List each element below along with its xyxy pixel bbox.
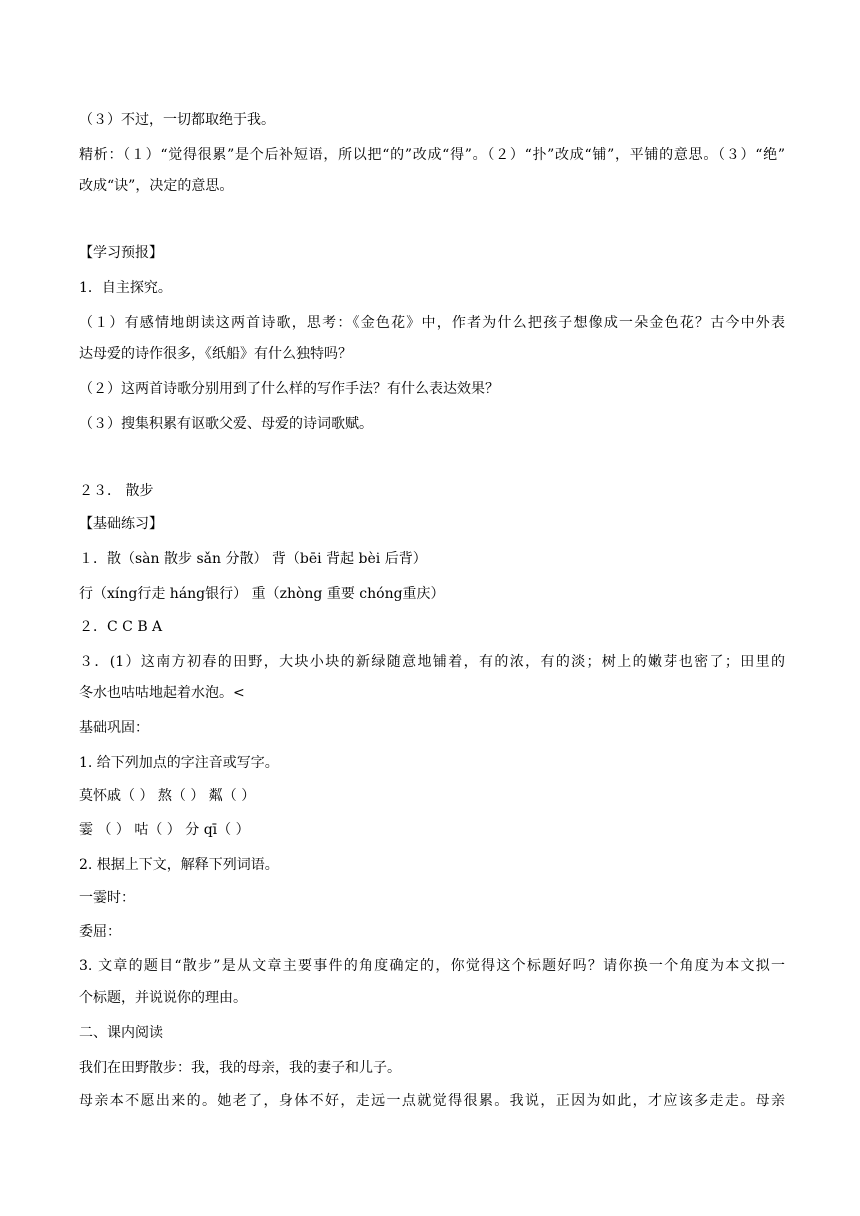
- text-line: 改成“诀”，决定的意思。: [79, 178, 234, 194]
- text-line: 莫怀戚（ ） 熬（ ） 粼（ ）: [79, 788, 256, 804]
- text-line: 精析：（１）“觉得很累”是个后补短语，所以把“的”改成“得”。（２）“扑”改成“铺”，平铺的意思。（３）“绝”: [79, 147, 785, 163]
- text-line: 个标题，并说说你的理由。: [79, 990, 247, 1006]
- section-heading: 【学习预报】: [79, 245, 163, 261]
- section-heading: 二、课内阅读: [79, 1025, 163, 1041]
- text-line: 冬水也咕咕地起着水泡。<: [79, 685, 245, 701]
- text-line: 行（xíng行走 háng银行） 重（zhòng 重要 chóng重庆）: [79, 586, 445, 602]
- text-line: 我们在田野散步：我，我的母亲，我的妻子和儿子。: [79, 1060, 401, 1076]
- text-line: 1．自主探究。: [79, 280, 172, 296]
- text-line: 母亲本不愿出来的。她老了，身体不好，走远一点就觉得很累。我说，正因为如此，才应该多走走。母亲: [79, 1093, 785, 1109]
- text-line: ２．C C B A: [79, 619, 163, 635]
- text-line: ３．(1）这南方初春的田野，大块小块的新绿随意地铺着，有的浓，有的淡；树上的嫩芽也密了；田里的: [79, 654, 785, 670]
- text-line: １．散（sàn 散步 sǎn 分散） 背（bēi 背起 bèi 后背）: [79, 551, 427, 567]
- text-line: 基础巩固：: [79, 720, 149, 736]
- lesson-title: ２３． 散步: [79, 483, 154, 499]
- section-heading: 【基础练习】: [79, 516, 163, 532]
- text-line: （２）这两首诗歌分别用到了什么样的写作手法？有什么表达效果？: [79, 381, 499, 397]
- text-line: 一霎时：: [79, 890, 135, 906]
- text-line: 霎 （ ） 咕（ ） 分 qī（ ）: [79, 822, 250, 838]
- text-line: 1. 给下列加点的字注音或写字。: [79, 755, 279, 771]
- text-line: 委屈：: [79, 924, 121, 940]
- text-line: 2. 根据上下文，解释下列词语。: [79, 857, 279, 873]
- text-line: （１）有感情地朗读这两首诗歌，思考：《金色花》中，作者为什么把孩子想像成一朵金色花？古今中外表: [79, 315, 785, 331]
- text-line: 达母爱的诗作很多，《纸船》有什么独特吗？: [79, 346, 352, 362]
- text-line: 3. 文章的题目“散步”是从文章主要事件的角度确定的，你觉得这个标题好吗？请你换一个角度为本文拟一: [79, 958, 785, 974]
- text-line: （３）搜集积累有讴歌父爱、母爱的诗词歌赋。: [79, 416, 373, 432]
- text-line: （３）不过，一切都取绝于我。: [79, 112, 275, 128]
